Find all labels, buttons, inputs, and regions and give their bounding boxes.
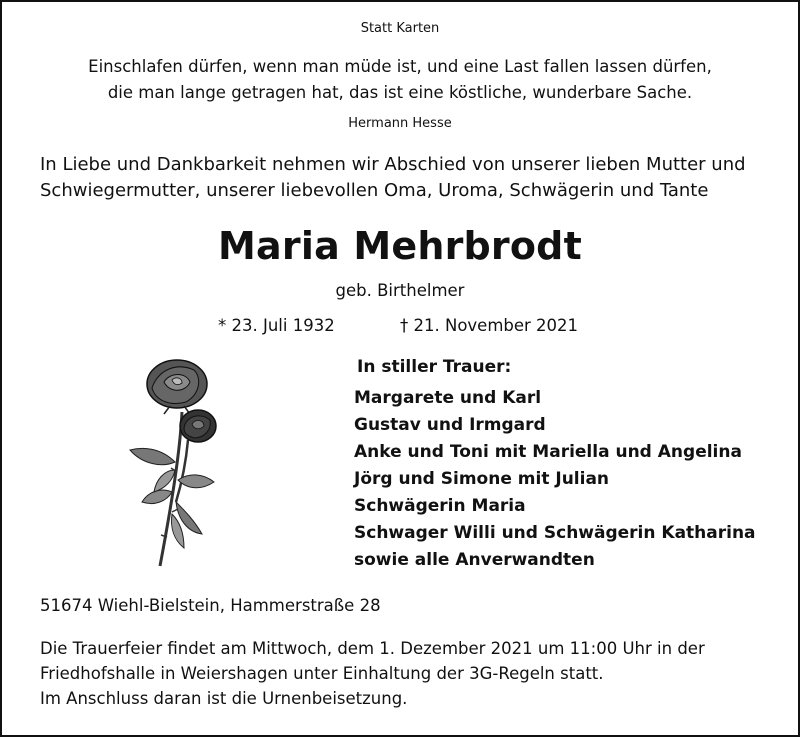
- rose-icon: [120, 352, 230, 570]
- mourner-item: Gustav und Irmgard: [354, 415, 546, 435]
- mourner-item: Anke und Toni mit Mariella und Angelina: [354, 442, 742, 462]
- birth-date: * 23. Juli 1932: [218, 316, 335, 335]
- service-line: Die Trauerfeier findet am Mittwoch, dem 1. Dezember 2021 um 11:00 Uhr in der: [40, 639, 705, 658]
- mourning-title: In stiller Trauer:: [357, 357, 512, 377]
- mourners-list: [354, 385, 756, 574]
- mourner-item: sowie alle Anverwandten: [354, 550, 595, 570]
- service-line: Friedhofshalle in Weiershagen unter Einhaltung der 3G-Regeln statt.: [40, 664, 604, 683]
- service-line: Im Anschluss daran ist die Urnenbeisetzung.: [40, 689, 408, 708]
- death-date: † 21. November 2021: [400, 316, 579, 335]
- deceased-name: Maria Mehrbrodt: [218, 224, 582, 268]
- quote-author: Hermann Hesse: [348, 116, 452, 131]
- mourner-item: Schwägerin Maria: [354, 496, 526, 516]
- maiden-name: geb. Birthelmer: [335, 281, 465, 300]
- mourner-item: Jörg und Simone mit Julian: [354, 469, 610, 489]
- intro-text: In Liebe und Dankbarkeit nehmen wir Abschied von unserer lieben Mutter und Schwiegermutter, unserer liebevollen Oma, Uroma, Schwägerin und Tante: [40, 154, 746, 201]
- header-label: Statt Karten: [360, 21, 440, 36]
- service-info: [40, 636, 780, 711]
- address: 51674 Wiehl-Bielstein, Hammerstraße 28: [40, 596, 381, 615]
- mourner-item: Margarete und Karl: [354, 388, 542, 408]
- mourner-item: Schwager Willi und Schwägerin Katharina: [354, 523, 756, 543]
- quote-line-2: die man lange getragen hat, das ist eine köstliche, wunderbare Sache.: [107, 83, 693, 102]
- quote-line-1: Einschlafen dürfen, wenn man müde ist, und eine Last fallen lassen dürfen,: [88, 57, 712, 76]
